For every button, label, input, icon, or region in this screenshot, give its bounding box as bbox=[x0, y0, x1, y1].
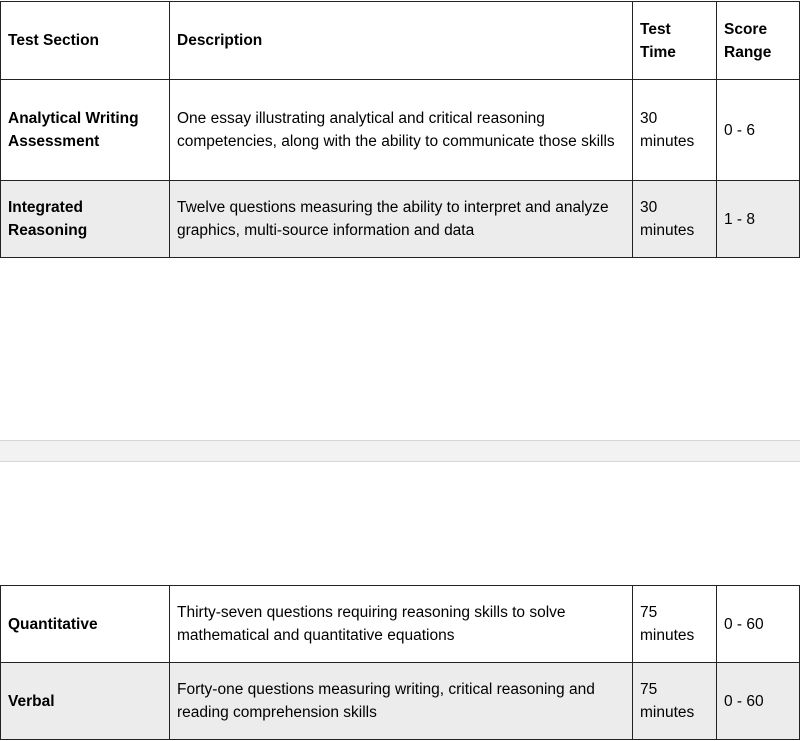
section-name: Analytical Writing Assessment bbox=[1, 80, 170, 181]
table-row-verbal bbox=[1, 663, 800, 740]
section-name: Integrated Reasoning bbox=[1, 181, 170, 258]
section-name: Quantitative bbox=[1, 586, 170, 663]
section-score: 0 - 60 bbox=[717, 586, 800, 663]
section-score: 0 - 60 bbox=[717, 663, 800, 740]
section-time: 75 minutes bbox=[633, 663, 717, 740]
header-test-time: Test Time bbox=[633, 2, 717, 80]
section-time: 75 minutes bbox=[633, 586, 717, 663]
section-score: 1 - 8 bbox=[717, 181, 800, 258]
section-description: One essay illustrating analytical and critical reasoning competencies, along with the ability to communicate those skills bbox=[170, 80, 633, 181]
section-name: Verbal bbox=[1, 663, 170, 740]
test-sections-table-top bbox=[0, 1, 800, 258]
test-sections-table-bottom bbox=[0, 585, 800, 740]
section-time: 30 minutes bbox=[633, 80, 717, 181]
table-row-quantitative bbox=[1, 586, 800, 663]
section-score: 0 - 6 bbox=[717, 80, 800, 181]
section-time: 30 minutes bbox=[633, 181, 717, 258]
header-score-range: Score Range bbox=[717, 2, 800, 80]
section-description: Forty-one questions measuring writing, critical reasoning and reading comprehension skills bbox=[170, 663, 633, 740]
table-header-row bbox=[1, 2, 800, 80]
page-break-divider bbox=[0, 440, 800, 462]
header-test-section: Test Section bbox=[1, 2, 170, 80]
header-description: Description bbox=[170, 2, 633, 80]
table-row-integrated-reasoning bbox=[1, 181, 800, 258]
section-description: Thirty-seven questions requiring reasoning skills to solve mathematical and quantitative equations bbox=[170, 586, 633, 663]
table-row-analytical-writing bbox=[1, 80, 800, 181]
section-description: Twelve questions measuring the ability to interpret and analyze graphics, multi-source information and data bbox=[170, 181, 633, 258]
